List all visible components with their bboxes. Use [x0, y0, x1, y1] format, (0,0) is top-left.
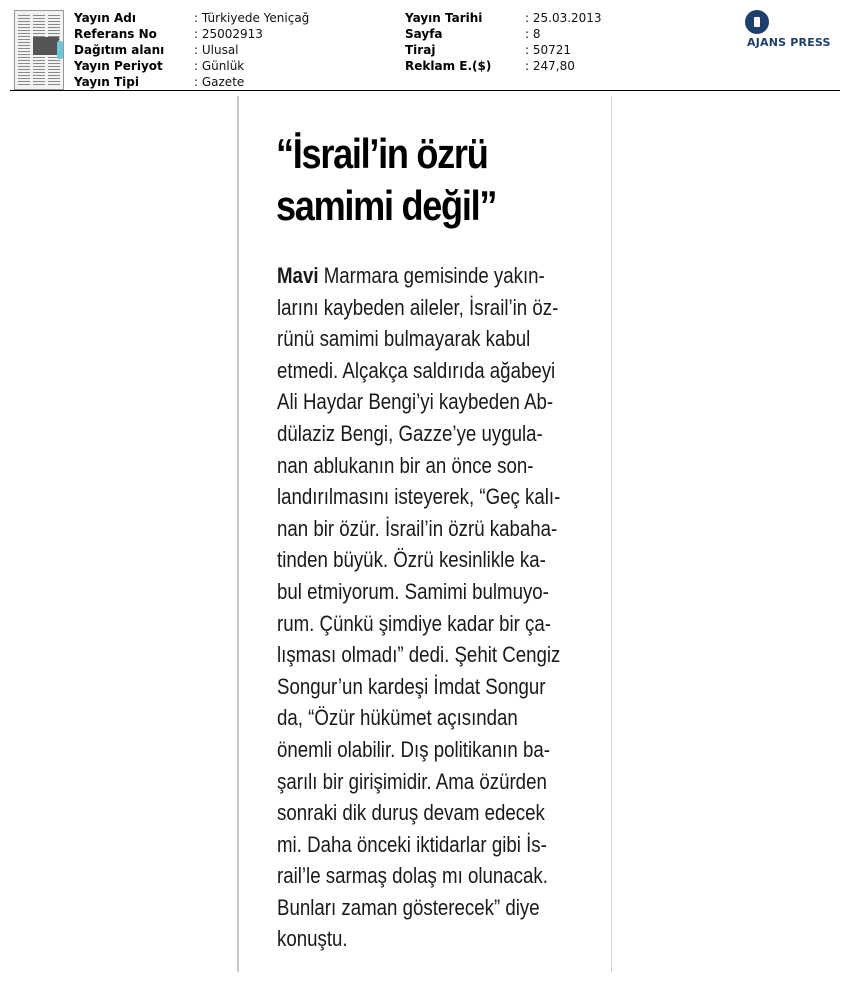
article-body	[277, 260, 560, 955]
body-line: landırılmasını isteyerek, “Geç kalı-	[277, 484, 561, 510]
clipping-left-border	[237, 96, 239, 972]
ajans-press-logo	[745, 10, 840, 50]
body-line: mi. Daha önceki iktidarlar gibi İs-	[277, 831, 547, 857]
field-yayin-tipi: Yayın Tipi : Gazete	[74, 75, 245, 89]
publication-info-left	[74, 10, 309, 90]
headline-line: “İsrail’in özrü	[276, 130, 488, 177]
field-tiraj: Tiraj : 50721	[405, 43, 572, 57]
field-dagitim-alani: Dağıtım alanı : Ulusal	[74, 43, 239, 57]
body-line: nan bir özür. İsrail’in özrü kabaha-	[277, 515, 558, 541]
body-line: larını kaybeden aileler, İsrail’in öz-	[277, 294, 559, 320]
lead-word: Mavi	[277, 263, 319, 288]
body-line: dülaziz Bengi, Gazze’ye uygula-	[277, 420, 543, 446]
body-line: tinden büyük. Özrü kesinlikle ka-	[277, 547, 546, 573]
clipping-right-border	[611, 96, 612, 972]
body-line: rünü samimi bulmayarak kabul	[277, 326, 531, 352]
body-line: etmedi. Alçakça saldırıda ağabeyi	[277, 357, 556, 383]
body-line: nan ablukanın bir an önce son-	[277, 452, 534, 478]
body-line: şarılı bir girişimidir. Ama özürden	[277, 768, 547, 794]
field-yayin-periyot: Yayın Periyot : Günlük	[74, 59, 245, 73]
header-divider	[10, 90, 840, 91]
body-line: konuştu.	[277, 926, 348, 952]
body-line: Ali Haydar Bengi’yi kaybeden Ab-	[277, 389, 554, 415]
field-yayin-tarihi: Yayın Tarihi : 25.03.2013	[405, 11, 602, 25]
body-line: da, “Özür hükümet açısından	[277, 705, 518, 731]
publication-info-right	[405, 10, 602, 74]
body-line: bul etmiyorum. Samimi bulmuyo-	[277, 578, 549, 604]
field-reklam: Reklam E.($) : 247,80	[405, 59, 575, 73]
logo-mark-icon	[745, 10, 769, 34]
body-line: lışması olmadı” dedi. Şehit Cengiz	[277, 642, 561, 668]
logo-text: AJANS PRESS	[747, 36, 831, 49]
body-line: önemli olabilir. Dış politikanın ba-	[277, 736, 551, 762]
body-line: rum. Çünkü şimdiye kadar bir ça-	[277, 610, 551, 636]
headline-line: samimi değil”	[276, 182, 497, 229]
article-headline	[276, 128, 551, 232]
body-line: Bunları zaman gösterecek” diye	[277, 894, 540, 920]
body-line: sonraki dik duruş devam edecek	[277, 800, 545, 826]
body-line: Mavi Marmara gemisinde yakın-	[277, 263, 545, 288]
body-line: rail’le sarmaş dolaş mı olunacak.	[277, 863, 548, 889]
page-thumbnail	[14, 10, 64, 90]
field-sayfa: Sayfa : 8	[405, 27, 541, 41]
field-referans-no: Referans No : 25002913	[74, 27, 263, 41]
body-line: Songur’un kardeşi İmdat Songur	[277, 673, 546, 699]
field-yayin-adi: Yayın Adı : Türkiyede Yeniçağ	[74, 11, 310, 25]
